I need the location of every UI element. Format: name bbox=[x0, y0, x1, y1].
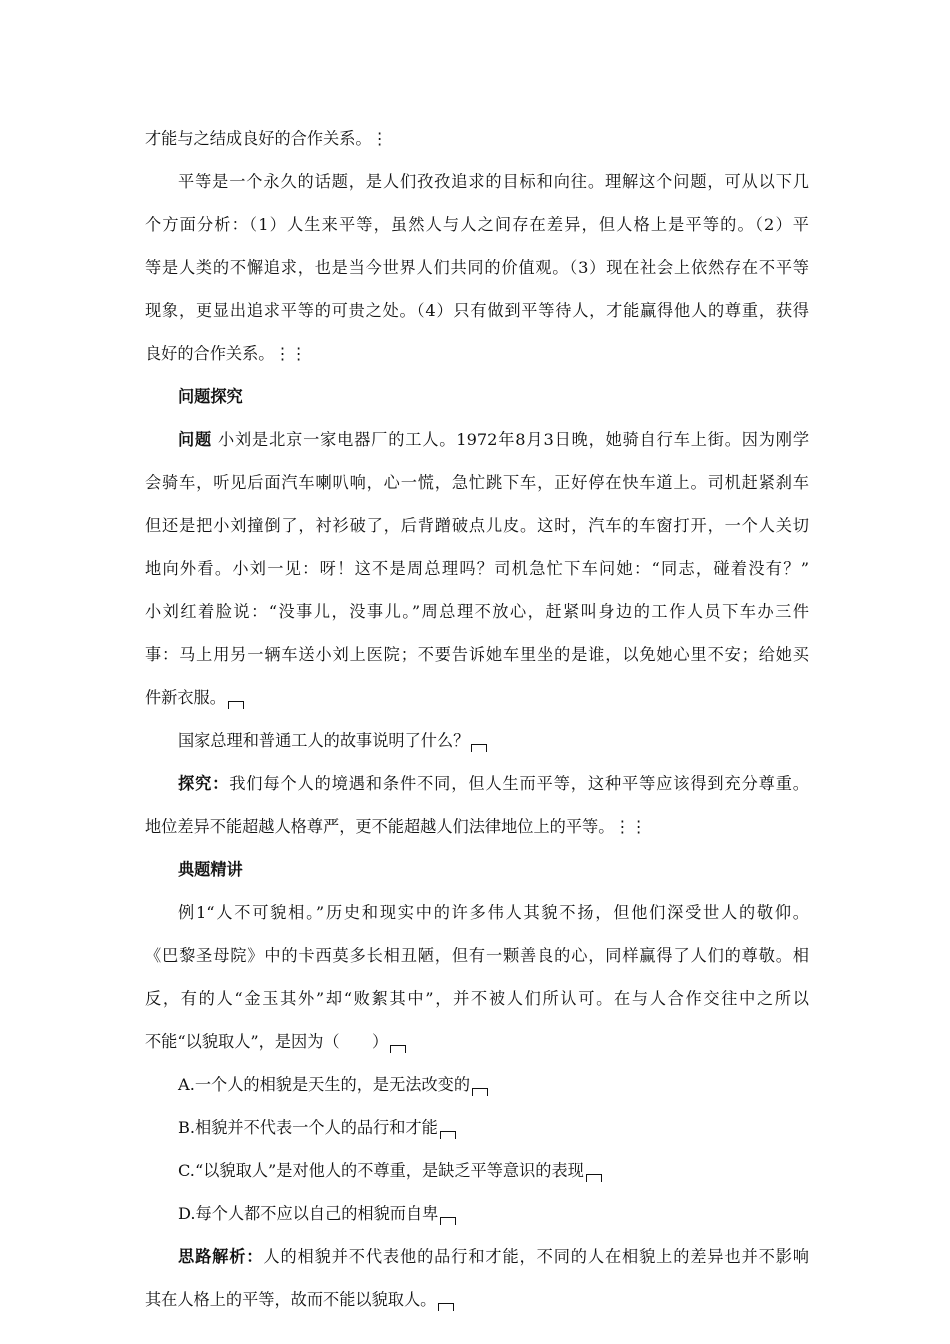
paragraph-line bbox=[145, 719, 809, 762]
section-heading: 问题探究 bbox=[178, 387, 243, 406]
paragraph-mark bbox=[440, 1217, 456, 1225]
paragraph-mark bbox=[390, 1045, 406, 1053]
explore-label: 探究： bbox=[178, 774, 230, 793]
paragraph-line: 个方面分析：（1）人生来平等，虽然人与人之间存在差异，但人格上是平等的。（2）平 bbox=[145, 215, 809, 234]
paragraph-line bbox=[145, 676, 809, 719]
paragraph-line bbox=[145, 1235, 809, 1278]
option-text: C.“以貌取人”是对他人的不尊重，是缺乏平等意识的表现 bbox=[178, 1161, 584, 1180]
option-text: D.每个人都不应以自己的相貌而自卑 bbox=[178, 1204, 439, 1223]
line-text: 国家总理和普通工人的故事说明了什么？ bbox=[178, 731, 470, 750]
paragraph-mark bbox=[471, 744, 487, 752]
paragraph-line bbox=[145, 762, 809, 805]
option-text: B.相貌并不代表一个人的品行和才能 bbox=[178, 1118, 438, 1137]
option-text: A.一个人的相貌是天生的，是无法改变的 bbox=[178, 1075, 471, 1094]
paragraph-line bbox=[145, 1278, 809, 1321]
explore-text: 我们每个人的境遇和条件不同，但人生而平等，这种平等应该得到充分尊重。 bbox=[229, 774, 809, 793]
line-text: 件新衣服。 bbox=[145, 688, 226, 707]
document-page bbox=[145, 117, 809, 1321]
analysis-label: 思路解析： bbox=[178, 1247, 264, 1266]
option-a bbox=[145, 1063, 809, 1106]
paragraph-mark bbox=[440, 1131, 456, 1139]
paragraph-mark bbox=[438, 1303, 454, 1311]
paragraph-line: 反，有的人“金玉其外”却“败絮其中”，并不被人们所认可。在与人合作交往中之所以 bbox=[145, 989, 809, 1008]
paragraph-line: 地位差异不能超越人格尊严，更不能超越人们法律地位上的平等。⋮⋮ bbox=[145, 817, 647, 836]
option-b bbox=[145, 1106, 809, 1149]
paragraph-mark bbox=[228, 701, 244, 709]
paragraph-line bbox=[145, 1020, 809, 1063]
analysis-text: 人的相貌并不代表他的品行和才能，不同的人在相貌上的差异也并不影响 bbox=[263, 1247, 809, 1266]
line-text: 不能“以貌取人”，是因为（ ） bbox=[145, 1032, 389, 1051]
paragraph-mark bbox=[586, 1174, 602, 1182]
paragraph-line: 地向外看。小刘一见：呀！这不是周总理吗？司机急忙下车问她：“同志，碰着没有？” bbox=[145, 559, 809, 578]
question-label: 问题 bbox=[178, 430, 213, 449]
paragraph-line: 小刘红着脸说：“没事儿，没事儿。”周总理不放心，赶紧叫身边的工作人员下车办三件 bbox=[145, 602, 809, 621]
paragraph-line: 现象，更显出追求平等的可贵之处。（4）只有做到平等待人，才能赢得他人的尊重，获得 bbox=[145, 301, 809, 320]
paragraph-line bbox=[145, 418, 809, 461]
paragraph-line: 平等是一个永久的话题，是人们孜孜追求的目标和向往。理解这个问题，可从以下几 bbox=[178, 172, 809, 191]
section-heading: 典题精讲 bbox=[178, 860, 243, 879]
paragraph-line: 等是人类的不懈追求，也是当今世界人们共同的价值观。（3）现在社会上依然存在不平等 bbox=[145, 258, 809, 277]
option-c bbox=[145, 1149, 809, 1192]
paragraph-line: 例1“人不可貌相。”历史和现实中的许多伟人其貌不扬，但他们深受世人的敬仰。 bbox=[178, 903, 809, 922]
paragraph-line: 但还是把小刘撞倒了，衬衫破了，后背蹭破点儿皮。这时，汽车的车窗打开，一个人关切 bbox=[145, 516, 809, 535]
paragraph-line: 《巴黎圣母院》中的卡西莫多长相丑陋，但有一颗善良的心，同样赢得了人们的尊敬。相 bbox=[145, 946, 809, 965]
line-text: 其在人格上的平等，故而不能以貌取人。 bbox=[145, 1290, 437, 1309]
paragraph-mark bbox=[472, 1088, 488, 1096]
text-line: 才能与之结成良好的合作关系。⋮ bbox=[145, 129, 388, 148]
option-d bbox=[145, 1192, 809, 1235]
paragraph-line: 良好的合作关系。⋮⋮ bbox=[145, 344, 307, 363]
question-text: 小刘是北京一家电器厂的工人。1972年8月3日晚，她骑自行车上街。因为刚学 bbox=[212, 430, 809, 449]
paragraph-line: 事：马上用另一辆车送小刘上医院；不要告诉她车里坐的是谁，以免她心里不安；给她买 bbox=[145, 645, 809, 664]
paragraph-line: 会骑车，听见后面汽车喇叭响，心一慌，急忙跳下车，正好停在快车道上。司机赶紧刹车 bbox=[145, 473, 809, 492]
